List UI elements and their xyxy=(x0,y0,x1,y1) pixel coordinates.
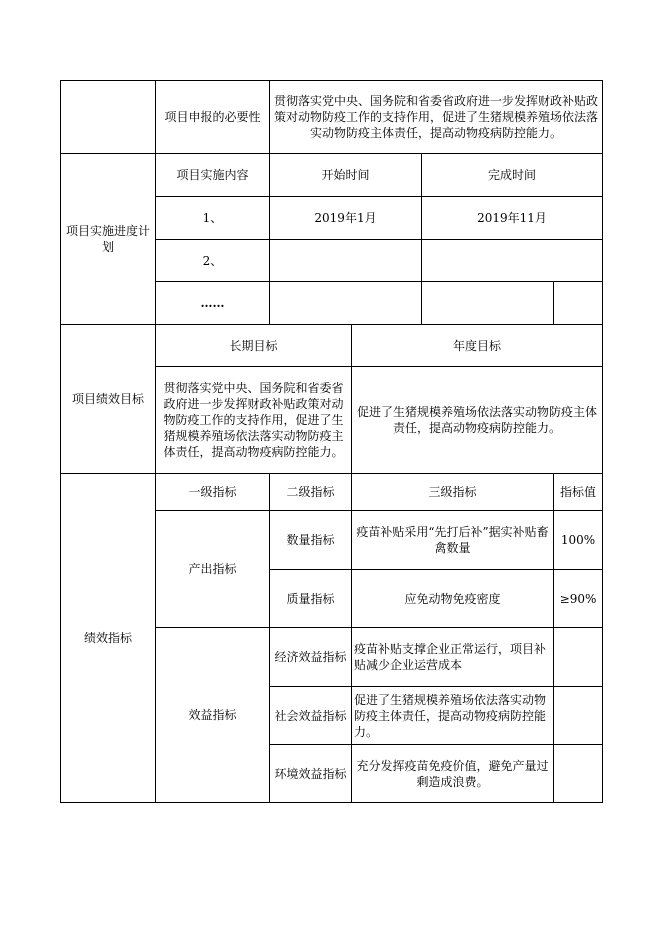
schedule-label: 项目实施进度计划 xyxy=(61,154,156,325)
schedule-start xyxy=(270,282,422,325)
schedule-extra-cell xyxy=(554,282,603,325)
performance-goal-table xyxy=(60,80,603,803)
schedule-end xyxy=(422,240,603,282)
indicator-level3: 促进了生猪规模养殖场依法落实动物防疫主体责任，提高动物疫病防控能力。 xyxy=(352,687,554,745)
schedule-item: 2、 xyxy=(156,240,270,282)
indicators-label: 绩效指标 xyxy=(61,474,156,803)
schedule-item: …… xyxy=(156,282,270,325)
indicator-value xyxy=(554,745,603,803)
goals-label: 项目绩效目标 xyxy=(61,325,156,474)
goals-header-row xyxy=(61,325,603,367)
indicator-level2: 质量指标 xyxy=(270,570,352,628)
level1-header: 一级指标 xyxy=(156,474,270,511)
indicator-value: ≥90% xyxy=(554,570,603,628)
schedule-header-start: 开始时间 xyxy=(270,154,422,197)
necessity-blank-cell xyxy=(61,81,156,154)
indicator-value: 100% xyxy=(554,511,603,570)
schedule-end xyxy=(422,282,554,325)
indicator-level2: 环境效益指标 xyxy=(270,745,352,803)
necessity-label: 项目申报的必要性 xyxy=(156,81,270,154)
indicator-level3: 充分发挥疫苗免疫价值，避免产量过剩造成浪费。 xyxy=(352,745,554,803)
annual-header: 年度目标 xyxy=(352,325,603,367)
schedule-item: 1、 xyxy=(156,197,270,240)
schedule-start: 2019年1月 xyxy=(270,197,422,240)
indicator-level3: 疫苗补贴支撑企业正常运行，项目补贴减少企业运营成本 xyxy=(352,628,554,687)
indicator-value xyxy=(554,687,603,745)
schedule-header-content: 项目实施内容 xyxy=(156,154,270,197)
schedule-end: 2019年11月 xyxy=(422,197,603,240)
long-term-header: 长期目标 xyxy=(156,325,352,367)
value-header: 指标值 xyxy=(554,474,603,511)
indicator-value xyxy=(554,628,603,687)
level3-header: 三级指标 xyxy=(352,474,554,511)
annual-goal: 促进了生猪规模养殖场依法落实动物防疫主体责任，提高动物疫病防控能力。 xyxy=(352,367,603,474)
indicator-level2: 经济效益指标 xyxy=(270,628,352,687)
indicator-header-row xyxy=(61,474,603,511)
indicator-level3: 应免动物免疫密度 xyxy=(352,570,554,628)
schedule-start xyxy=(270,240,422,282)
output-level1: 产出指标 xyxy=(156,511,270,628)
level2-header: 二级指标 xyxy=(270,474,352,511)
long-term-goal: 贯彻落实党中央、国务院和省委省政府进一步发挥财政补贴政策对动物防疫工作的支持作用，促进了生猪规模养殖场依法落实动物防疫主体责任，提高动物疫病防控能力。 xyxy=(156,367,352,474)
necessity-row xyxy=(61,81,603,154)
schedule-header-end: 完成时间 xyxy=(422,154,603,197)
benefit-level1: 效益指标 xyxy=(156,628,270,803)
indicator-level2: 数量指标 xyxy=(270,511,352,570)
necessity-content: 贯彻落实党中央、国务院和省委省政府进一步发挥财政补贴政策对动物防疫工作的支持作用，促进了生猪规模养殖场依法落实动物防疫主体责任，提高动物疫病防控能力。 xyxy=(270,81,603,154)
indicator-level3: 疫苗补贴采用“先打后补”据实补贴畜禽数量 xyxy=(352,511,554,570)
schedule-header-row xyxy=(61,154,603,197)
indicator-level2: 社会效益指标 xyxy=(270,687,352,745)
